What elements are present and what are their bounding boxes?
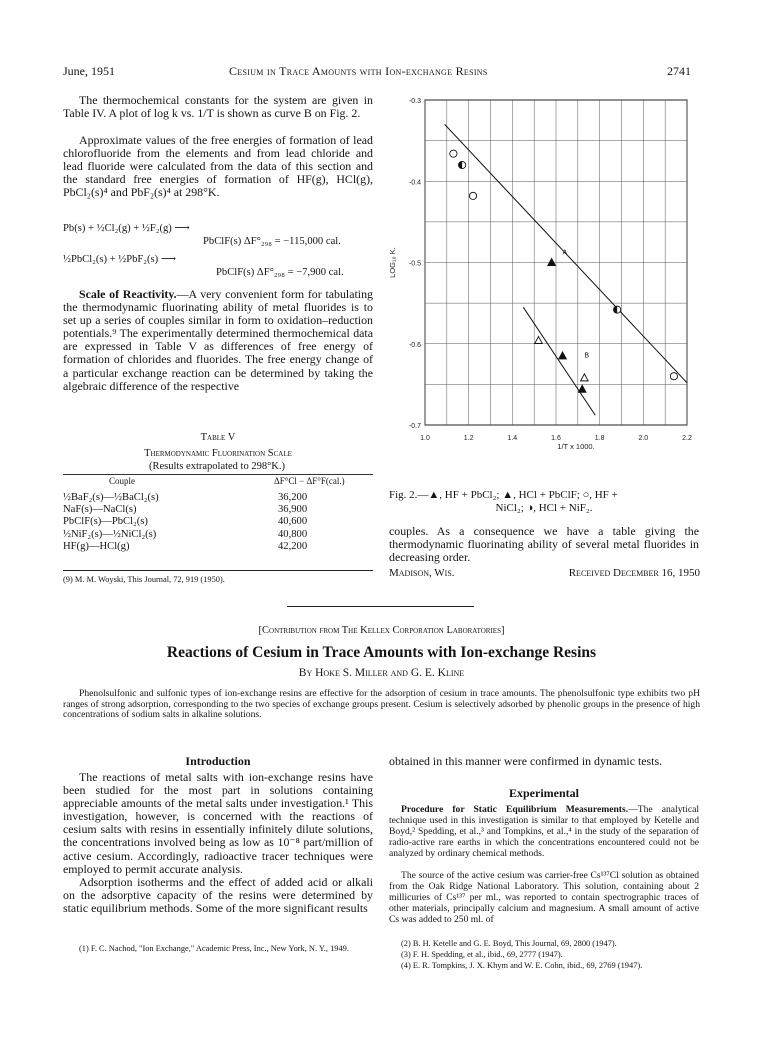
table-bottom-rule <box>63 570 373 571</box>
curve-label-a: A <box>562 249 568 257</box>
y-axis-label: LOG₁₀ K. <box>388 247 397 278</box>
abstract: Phenolsulfonic and sulfonic types of ion-exchange resins are effective for the adsorption of cesium in trace amounts. The phenolsulfonic type exhibits two pH ranges of strong adsorption, corresponding to the two species of exchange groups present. Cesium is selectively adsorbed by phenolic groups in the presence of high concentrations of sodium salts in alkaline solutions. <box>63 688 700 721</box>
page-date: June, 1951 <box>63 64 115 78</box>
value-cell: 36,900 <box>278 504 308 516</box>
experimental-paragraph-1 <box>389 804 699 859</box>
curve-label-b: B <box>584 352 590 360</box>
x-tick-label: 1.4 <box>507 435 518 442</box>
intro-paragraph-2: Adsorption isotherms and the effect of added acid or alkali on the adsorptive capacity of the resins were determined by static equilibrium methods. Some of the more significant results <box>63 875 373 916</box>
data-point-triangle-filled <box>578 385 586 392</box>
x-tick-label: 1.0 <box>420 435 430 442</box>
scale-heading: Scale of Reactivity. <box>79 287 177 301</box>
data-point-triangle-open <box>581 374 589 381</box>
scale-text: —A very convenient form for tabulating the thermodynamic fluorinating ability of metal fluorides is to set up a series of couples similar in form to oxidation–reduction potentials.⁹ The experimentally determined thermochemical data are expressed in Table V as differences of free energy of formation of chlorides and fluorides. The free energy change of a particular exchange reaction can be determined by taking the algebraic difference of the respective <box>63 287 373 393</box>
value-cell: 42,200 <box>278 540 308 552</box>
footnote-4: (4) E. R. Tompkins, J. X. Khym and W. E. Cohn, ibid., 69, 2769 (1947). <box>401 961 643 970</box>
couple-cell: HF(g)—HCl(g) <box>63 540 130 552</box>
table-col-delta: ΔF°Cl − ΔF°F(cal.) <box>274 476 345 486</box>
table-title: Thermodynamic Fluorination Scale <box>144 448 292 459</box>
footnote-1: (1) F. C. Nachod, "Ion Exchange," Academic Press, Inc., New York, N. Y., 1949. <box>79 944 349 953</box>
x-tick-label: 2.2 <box>682 435 692 442</box>
article-title: Reactions of Cesium in Trace Amounts with Ion-exchange Resins <box>166 644 597 661</box>
data-point-circle-open <box>469 192 476 199</box>
table-row <box>63 529 353 541</box>
page-number: 2741 <box>667 64 691 78</box>
x-tick-label: 1.2 <box>463 435 474 442</box>
value-cell: 40,600 <box>278 516 308 528</box>
value-cell: 36,200 <box>278 492 308 503</box>
x-tick-label: 1.6 <box>551 435 561 442</box>
figure-2-chart <box>382 84 700 484</box>
table-subtitle: (Results extrapolated to 298°K.) <box>149 461 286 472</box>
x-axis-label: 1/T x 1000. <box>557 442 595 451</box>
running-title: Cesium in Trace Amounts with Ion-exchange Resins <box>229 64 488 78</box>
y-tick-label: -0.6 <box>408 341 421 349</box>
x-tick-label: 2.0 <box>638 435 649 442</box>
intro-paragraph-1: The reactions of metal salts with ion-exchange resins have been studied for the most part in solutions containing appreciable amounts of the metal salts under investigation.¹ This investigation, however, is concerned with the reactions of cesium salts with resins in essentially infinitely dilute solutions, the concentrations involved being as low as 10⁻⁸ part/million of active cesium. Accordingly, radioactive tracer techniques were employed to permit accurate analysis. <box>63 770 373 876</box>
data-point-circle-open <box>670 373 677 380</box>
equation-1-line-2: PbClF(s) ΔF°₂₉₈ = −115,000 cal. <box>203 236 341 247</box>
y-tick-label: -0.3 <box>408 98 421 105</box>
table-row <box>63 541 353 553</box>
table-label: Table V <box>200 432 236 443</box>
table-col-couple: Couple <box>109 476 135 486</box>
equation-2-line-1: ½PbCl₂(s) + ½PbF₂(s) ⟶ <box>63 254 177 265</box>
right-paragraph-1: obtained in this manner were confirmed in dynamic tests. <box>389 754 663 768</box>
equation-2-line-2: PbClF(s) ΔF°₂₉₈ = −7,900 cal. <box>216 267 344 278</box>
table-row <box>63 504 353 516</box>
data-point-triangle-filled <box>548 259 556 266</box>
paragraph-thermochemical: The thermochemical constants for the system are given in Table IV. A plot of log k vs. 1/T is shown as curve B on Fig. 2. <box>63 93 373 121</box>
value-cell: 40,800 <box>278 528 308 540</box>
paragraph-couples: couples. As a consequence we have a table giving the thermodynamic fluorinating ability of several metal fluorides in decreasing order. <box>389 524 699 565</box>
experimental-text-1: —The analytical technique used in this investigation is similar to that employed by Ketelle and Boyd,² Spedding, et al.,³ and Tompkins, et al.,⁴ in the study of the separation of radio-active rare earths in which the concentrations encountered could not be analyzed by ordinary chemical methods. <box>389 804 699 859</box>
footnote-9: (9) M. M. Woyski, This Journal, 72, 919 (1950). <box>63 575 225 584</box>
data-point-triangle-open <box>535 337 543 344</box>
paragraph-free-energies: Approximate values of the free energies of formation of lead chlorofluoride from the elements and from lead chloride and lead fluoride were calculated from the data of this section and the standard free energies of formation of HF(g), HCl(g), PbCl₂(s)⁴ and PbF₂(s)⁴ at 298°K. <box>63 133 373 200</box>
experimental-subheading: Procedure for Static Equilibrium Measurements. <box>401 804 629 815</box>
couple-cell: ½BaF₂(s)—½BaCl₂(s) <box>63 492 159 503</box>
table-v <box>63 476 373 553</box>
experimental-heading: Experimental <box>509 786 579 800</box>
data-point-circle-open <box>450 150 457 157</box>
y-tick-label: -0.4 <box>408 179 421 187</box>
section-divider <box>287 606 474 607</box>
data-point-triangle-filled <box>559 352 567 359</box>
received-date: Received December 16, 1950 <box>568 567 700 579</box>
figure-caption <box>389 489 699 515</box>
caption-line-2: NiCl₂; ◑, HCl + NiF₂. <box>495 502 593 514</box>
paragraph-scale-of-reactivity <box>63 288 373 393</box>
x-tick-label: 1.8 <box>594 435 605 442</box>
y-tick-label: -0.7 <box>408 423 421 430</box>
couple-cell: PbClF(s)—PbCl₂(s) <box>63 516 148 528</box>
couple-cell: ½NiF₂(s)—½NiCl₂(s) <box>63 528 157 540</box>
couple-cell: NaF(s)—NaCl(s) <box>63 504 137 516</box>
article-authors: By Hoke S. Miller and G. E. Kline <box>298 667 465 679</box>
table-row <box>63 492 353 504</box>
caption-line-1: Fig. 2.—▲, HF + PbCl₂; ▲, HCl + PbClF; ○, HF + <box>389 489 618 501</box>
location: Madison, Wis. <box>389 567 455 579</box>
equation-1-line-1: Pb(s) + ½Cl₂(g) + ½F₂(g) ⟶ <box>63 223 190 234</box>
experimental-paragraph-2: The source of the active cesium was carrier-free Cs¹³⁷Cl solution as obtained from the Oak Ridge National Laboratory. This solution, containing about 2 millicuries of Cs¹³⁷ per ml., was reported to contain spectrographic traces of other materials, principally calcium and magnesium. A small amount of active Cs was added to 250 ml. of <box>389 870 699 925</box>
table-row <box>63 516 353 528</box>
footnote-3: (3) F. H. Spedding, et al., ibid., 69, 2777 (1947). <box>401 950 563 959</box>
introduction-heading: Introduction <box>185 754 251 768</box>
y-tick-label: -0.5 <box>408 260 421 268</box>
footnote-2: (2) B. H. Ketelle and G. E. Boyd, This Journal, 69, 2800 (1947). <box>401 939 617 948</box>
contribution-line: [Contribution from The Kellex Corporation Laboratories] <box>258 625 505 636</box>
